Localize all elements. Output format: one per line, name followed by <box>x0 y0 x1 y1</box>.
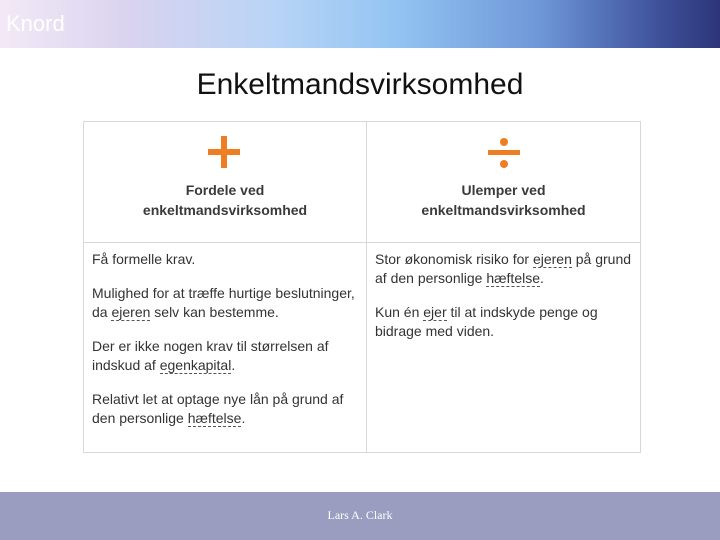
footer-author: Lars A. Clark <box>327 508 393 522</box>
plus-icon <box>208 136 240 168</box>
glossary-link-ejeren[interactable]: ejeren <box>532 251 572 267</box>
comparison-table <box>83 121 641 453</box>
list-item: Få formelle krav. <box>92 251 196 267</box>
glossary-link-ejeren[interactable]: ejeren <box>111 304 151 320</box>
glossary-link-ejer[interactable]: ejer <box>423 304 447 320</box>
glossary-link-haeftelse[interactable]: hæftelse <box>187 410 242 426</box>
list-item: Relativt let at optage nye lån på grund af den personlige hæftelse. <box>92 391 344 426</box>
disadvantages-header <box>367 122 640 242</box>
list-item: Kun én ejer til at indskyde penge og bidrage med viden. <box>375 304 598 339</box>
header-divider <box>84 242 640 243</box>
list-item: Mulighed for at træffe hurtige beslutninger, da ejeren selv kan bestemme. <box>92 285 355 320</box>
glossary-link-haeftelse[interactable]: hæftelse <box>486 270 541 286</box>
glossary-link-egenkapital[interactable]: egenkapital <box>159 357 232 373</box>
list-item: Der er ikke nogen krav til størrelsen af indskud af egenkapital. <box>92 338 329 373</box>
disadvantages-list <box>375 250 637 356</box>
disadvantages-title: Ulemper ved enkeltmandsvirksomhed <box>421 182 586 218</box>
brand-label: Knord <box>6 11 65 36</box>
list-item: Stor økonomisk risiko for ejeren på grund af den personlige hæftelse. <box>375 251 632 286</box>
slide-title: Enkeltmandsvirksomhed <box>196 68 524 101</box>
advantages-title: Fordele ved enkeltmandsvirksomhed <box>142 182 308 218</box>
header-band <box>0 0 720 48</box>
advantages-list <box>92 250 360 443</box>
advantages-header <box>84 122 366 242</box>
footer-band <box>0 492 720 540</box>
divide-icon <box>488 136 520 168</box>
